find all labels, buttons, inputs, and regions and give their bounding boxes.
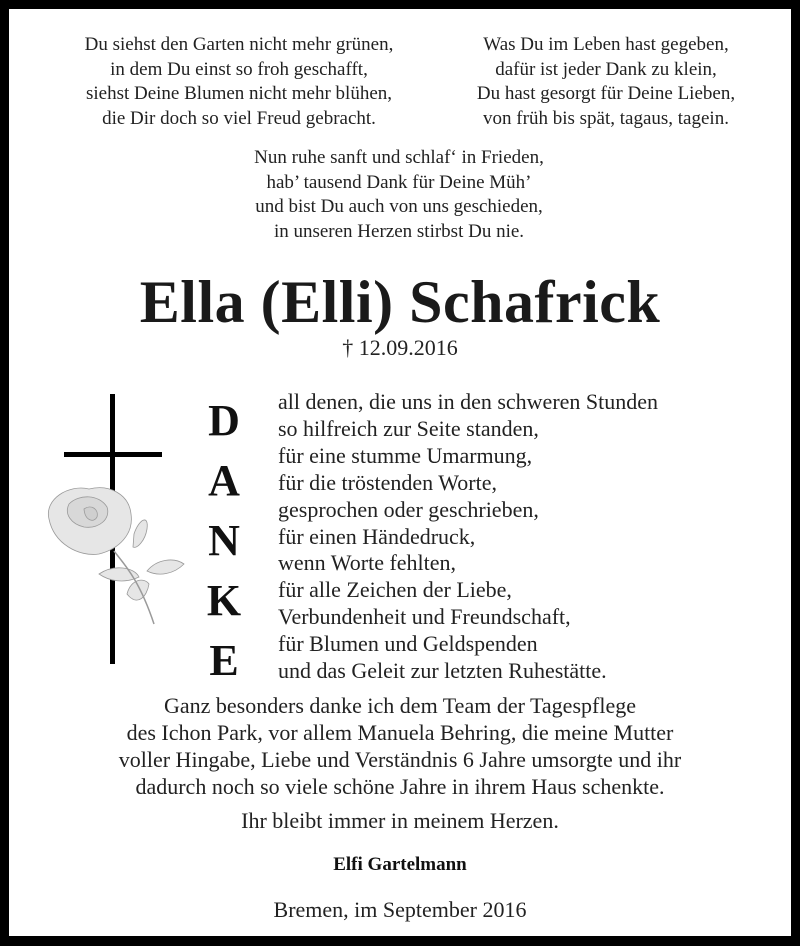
danke-letter: A bbox=[208, 456, 240, 505]
danke-letter: D bbox=[208, 396, 240, 445]
para-line: Ganz besonders danke ich dem Team der Tagespflege bbox=[164, 693, 636, 718]
thanks-line: für einen Händedruck, bbox=[278, 523, 476, 549]
poem-left bbox=[29, 33, 449, 131]
danke-letter: E bbox=[209, 636, 239, 685]
poem-line: Du siehst den Garten nicht mehr grünen, bbox=[84, 34, 394, 55]
para-line: des Ichon Park, vor allem Manuela Behring, die meine Mutter bbox=[126, 720, 674, 745]
poem-line: Was Du im Leben hast gegeben, bbox=[483, 34, 729, 55]
thanks-line: all denen, die uns in den schweren Stunden bbox=[278, 389, 659, 414]
poem-line: dafür ist jeder Dank zu klein, bbox=[495, 58, 717, 80]
poem-center bbox=[199, 146, 599, 244]
place-date: Bremen, im September 2016 bbox=[273, 897, 527, 922]
thanks-line: für alle Zeichen der Liebe, bbox=[278, 577, 512, 603]
poem-line: und bist Du auch von uns geschieden, bbox=[255, 196, 543, 217]
thanks-list bbox=[278, 389, 658, 685]
thanks-line: und das Geleit zur letzten Ruhestätte. bbox=[278, 658, 607, 684]
thanks-line: für Blumen und Geldspenden bbox=[278, 631, 538, 657]
poem-line: Nun ruhe sanft und schlaf‘ in Frieden, bbox=[254, 147, 544, 168]
thanks-line: für die tröstenden Worte, bbox=[278, 469, 497, 495]
special-thanks bbox=[9, 692, 791, 800]
danke-letter: K bbox=[206, 576, 242, 625]
cross-bar bbox=[64, 452, 162, 457]
poem-line: von früh bis spät, tagaus, tagein. bbox=[483, 107, 729, 129]
para-line: voller Hingabe, Liebe und Verständnis 6 Jahre umsorgte und ihr bbox=[118, 747, 682, 772]
poem-line: hab’ tausend Dank für Deine Müh’ bbox=[266, 171, 532, 193]
poem-line: in unseren Herzen stirbst Du nie. bbox=[273, 220, 525, 242]
poem-line: die Dir doch so viel Freud gebracht. bbox=[102, 107, 376, 129]
closing-line: Ihr bleibt immer in meinem Herzen. bbox=[241, 808, 559, 833]
para-line: dadurch noch so viele schöne Jahre in ihrem Haus schenkte. bbox=[135, 774, 665, 799]
thanks-line: wenn Worte fehlten, bbox=[278, 550, 457, 576]
death-date: † 12.09.2016 bbox=[342, 335, 458, 360]
thanks-line: gesprochen oder geschrieben, bbox=[278, 496, 539, 522]
poem-right bbox=[441, 33, 771, 131]
danke-vertical bbox=[199, 391, 249, 691]
rose-illustration bbox=[39, 479, 189, 629]
signer-name: Elfi Gartelmann bbox=[333, 854, 467, 875]
thanks-line: für eine stumme Umarmung, bbox=[278, 442, 533, 468]
thanks-line: Verbundenheit und Freundschaft, bbox=[278, 604, 571, 630]
thanks-line: so hilfreich zur Seite standen, bbox=[278, 415, 539, 441]
poem-line: Du hast gesorgt für Deine Lieben, bbox=[476, 83, 736, 104]
poem-line: siehst Deine Blumen nicht mehr blühen, bbox=[85, 83, 393, 104]
deceased-name: Ella (Elli) Schafrick bbox=[139, 269, 661, 335]
poem-line: in dem Du einst so froh geschafft, bbox=[110, 58, 368, 80]
obituary-notice bbox=[9, 9, 791, 936]
danke-letter: N bbox=[208, 516, 240, 565]
